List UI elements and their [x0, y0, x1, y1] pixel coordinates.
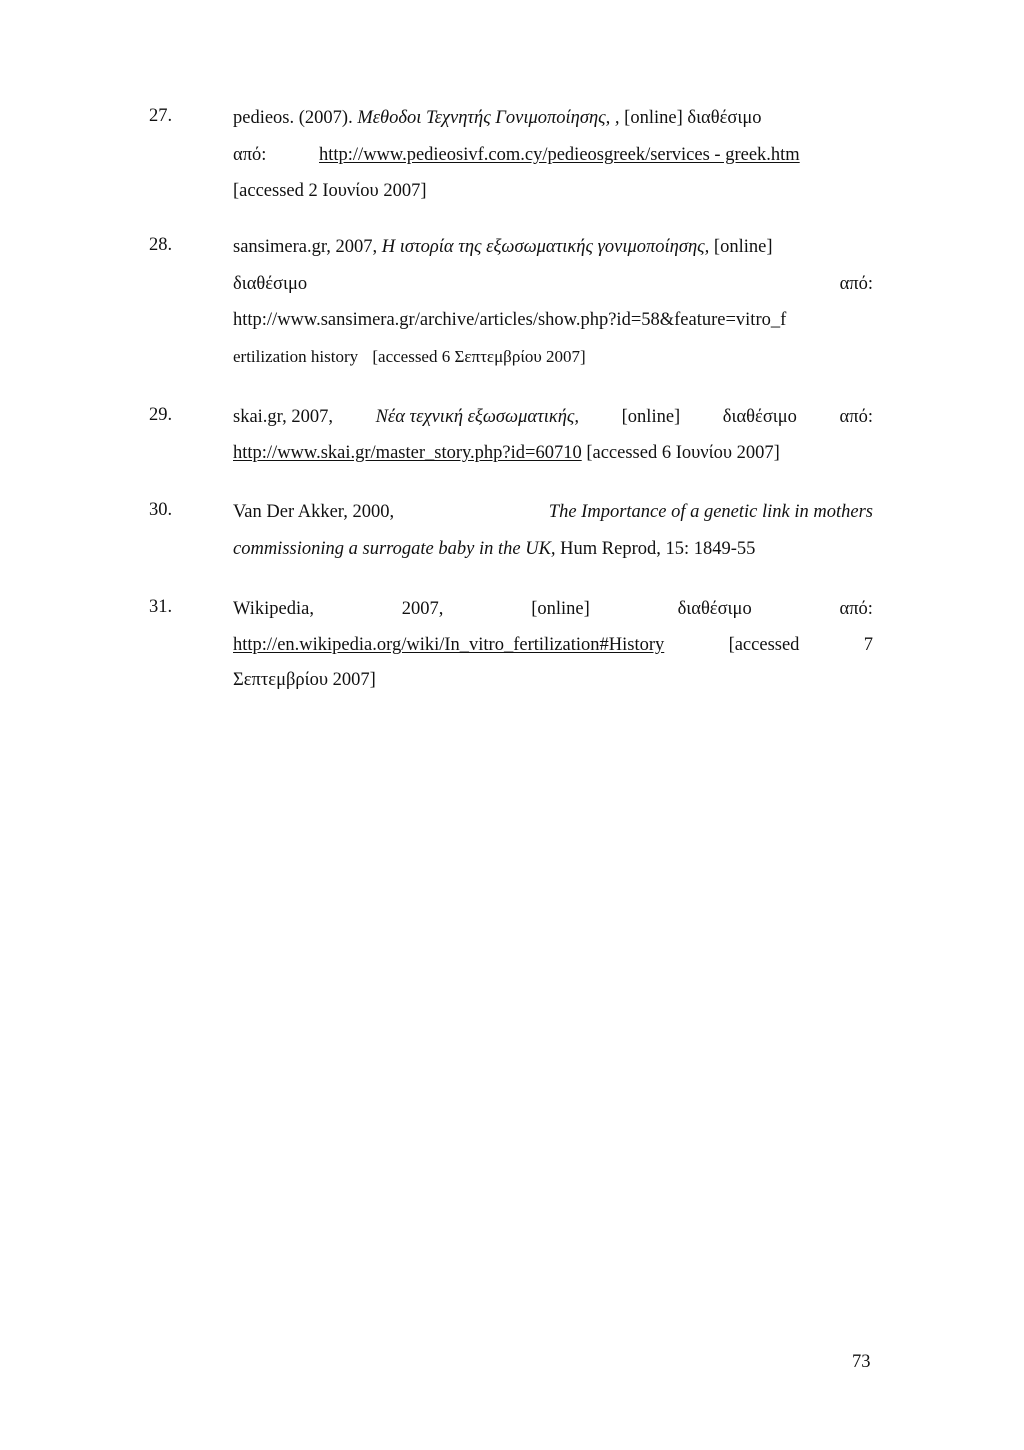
reference-line: [233, 235, 873, 259]
reference-url-link[interactable]: http://en.wikipedia.org/wiki/In_vitro_fertilization#History: [233, 635, 665, 655]
reference-source: Hum Reprod, 15: 1849-55: [560, 539, 756, 559]
reference-url-link[interactable]: http://www.pedieosivf.com.cy/pedieosgreek/services - greek.htm: [319, 145, 800, 165]
reference-year: (2007).: [298, 108, 353, 128]
reference-title: Νέα τεχνική εξωσωματικής,: [375, 407, 580, 427]
reference-from: από:: [839, 274, 873, 294]
reference-online: [online]: [531, 599, 590, 619]
reference-available: διαθέσιμο: [233, 274, 308, 294]
reference-line: [233, 597, 873, 621]
reference-number: 31.: [149, 597, 173, 617]
reference-number: 28.: [149, 235, 173, 255]
reference-online: [online]: [624, 108, 683, 128]
reference-url-link[interactable]: ertilization history: [233, 347, 359, 366]
reference-line: [233, 106, 873, 130]
reference-from: από:: [233, 145, 267, 165]
reference-year: 2007,: [401, 599, 444, 619]
reference-line: [233, 500, 873, 524]
reference-number: 30.: [149, 500, 173, 520]
reference-number: 29.: [149, 405, 173, 425]
reference-title: Η ιστορία της εξωσωματικής γονιμοποίησης,: [381, 237, 710, 257]
reference-online: [online]: [621, 407, 681, 427]
reference-available: διαθέσιμο: [722, 407, 797, 427]
reference-from: από:: [839, 407, 873, 427]
reference-url-link[interactable]: http://www.skai.gr/master_story.php?id=60710: [233, 443, 582, 463]
reference-title: The Importance of a genetic link in mothers: [548, 502, 873, 522]
reference-title: commissioning a surrogate baby in the UK,: [233, 539, 556, 559]
reference-accessed: [accessed: [728, 635, 800, 655]
reference-author: Wikipedia,: [233, 599, 314, 619]
reference-line: [233, 633, 873, 657]
reference-from: από:: [839, 599, 873, 619]
reference-title: Μεθοδοι Τεχνητής Γονιμοποίησης, ,: [357, 108, 620, 128]
reference-author: sansimera.gr, 2007,: [233, 237, 378, 257]
reference-available: διαθέσιμο: [687, 108, 762, 128]
reference-accessed: [accessed 2 Ιουνίου 2007]: [233, 181, 427, 201]
reference-url-link[interactable]: http://www.sansimera.gr/archive/articles/show.php?id=58&feature=vitro_f: [233, 310, 787, 330]
reference-accessed: Σεπτεμβρίου 2007]: [233, 670, 376, 690]
reference-author: pedieos.: [233, 108, 295, 128]
reference-accessed: [accessed 6 Ιουνίου 2007]: [586, 443, 780, 463]
reference-accessed-day: 7: [863, 635, 873, 655]
reference-available: διαθέσιμο: [677, 599, 752, 619]
reference-line: [233, 272, 873, 296]
reference-line: [233, 308, 873, 332]
reference-line: [233, 537, 873, 561]
reference-line: [233, 405, 873, 429]
reference-author: skai.gr, 2007,: [233, 407, 333, 427]
page-number: 73: [852, 1352, 871, 1372]
reference-line: [233, 143, 873, 167]
reference-line: [233, 668, 873, 692]
reference-online: [online]: [713, 237, 773, 257]
reference-line: [233, 179, 873, 203]
reference-line: [233, 441, 873, 465]
reference-accessed: [accessed 6 Σεπτεμβρίου 2007]: [372, 347, 586, 366]
reference-line: [233, 345, 873, 369]
reference-number: 27.: [149, 106, 173, 126]
reference-author: Van Der Akker, 2000,: [233, 502, 395, 522]
